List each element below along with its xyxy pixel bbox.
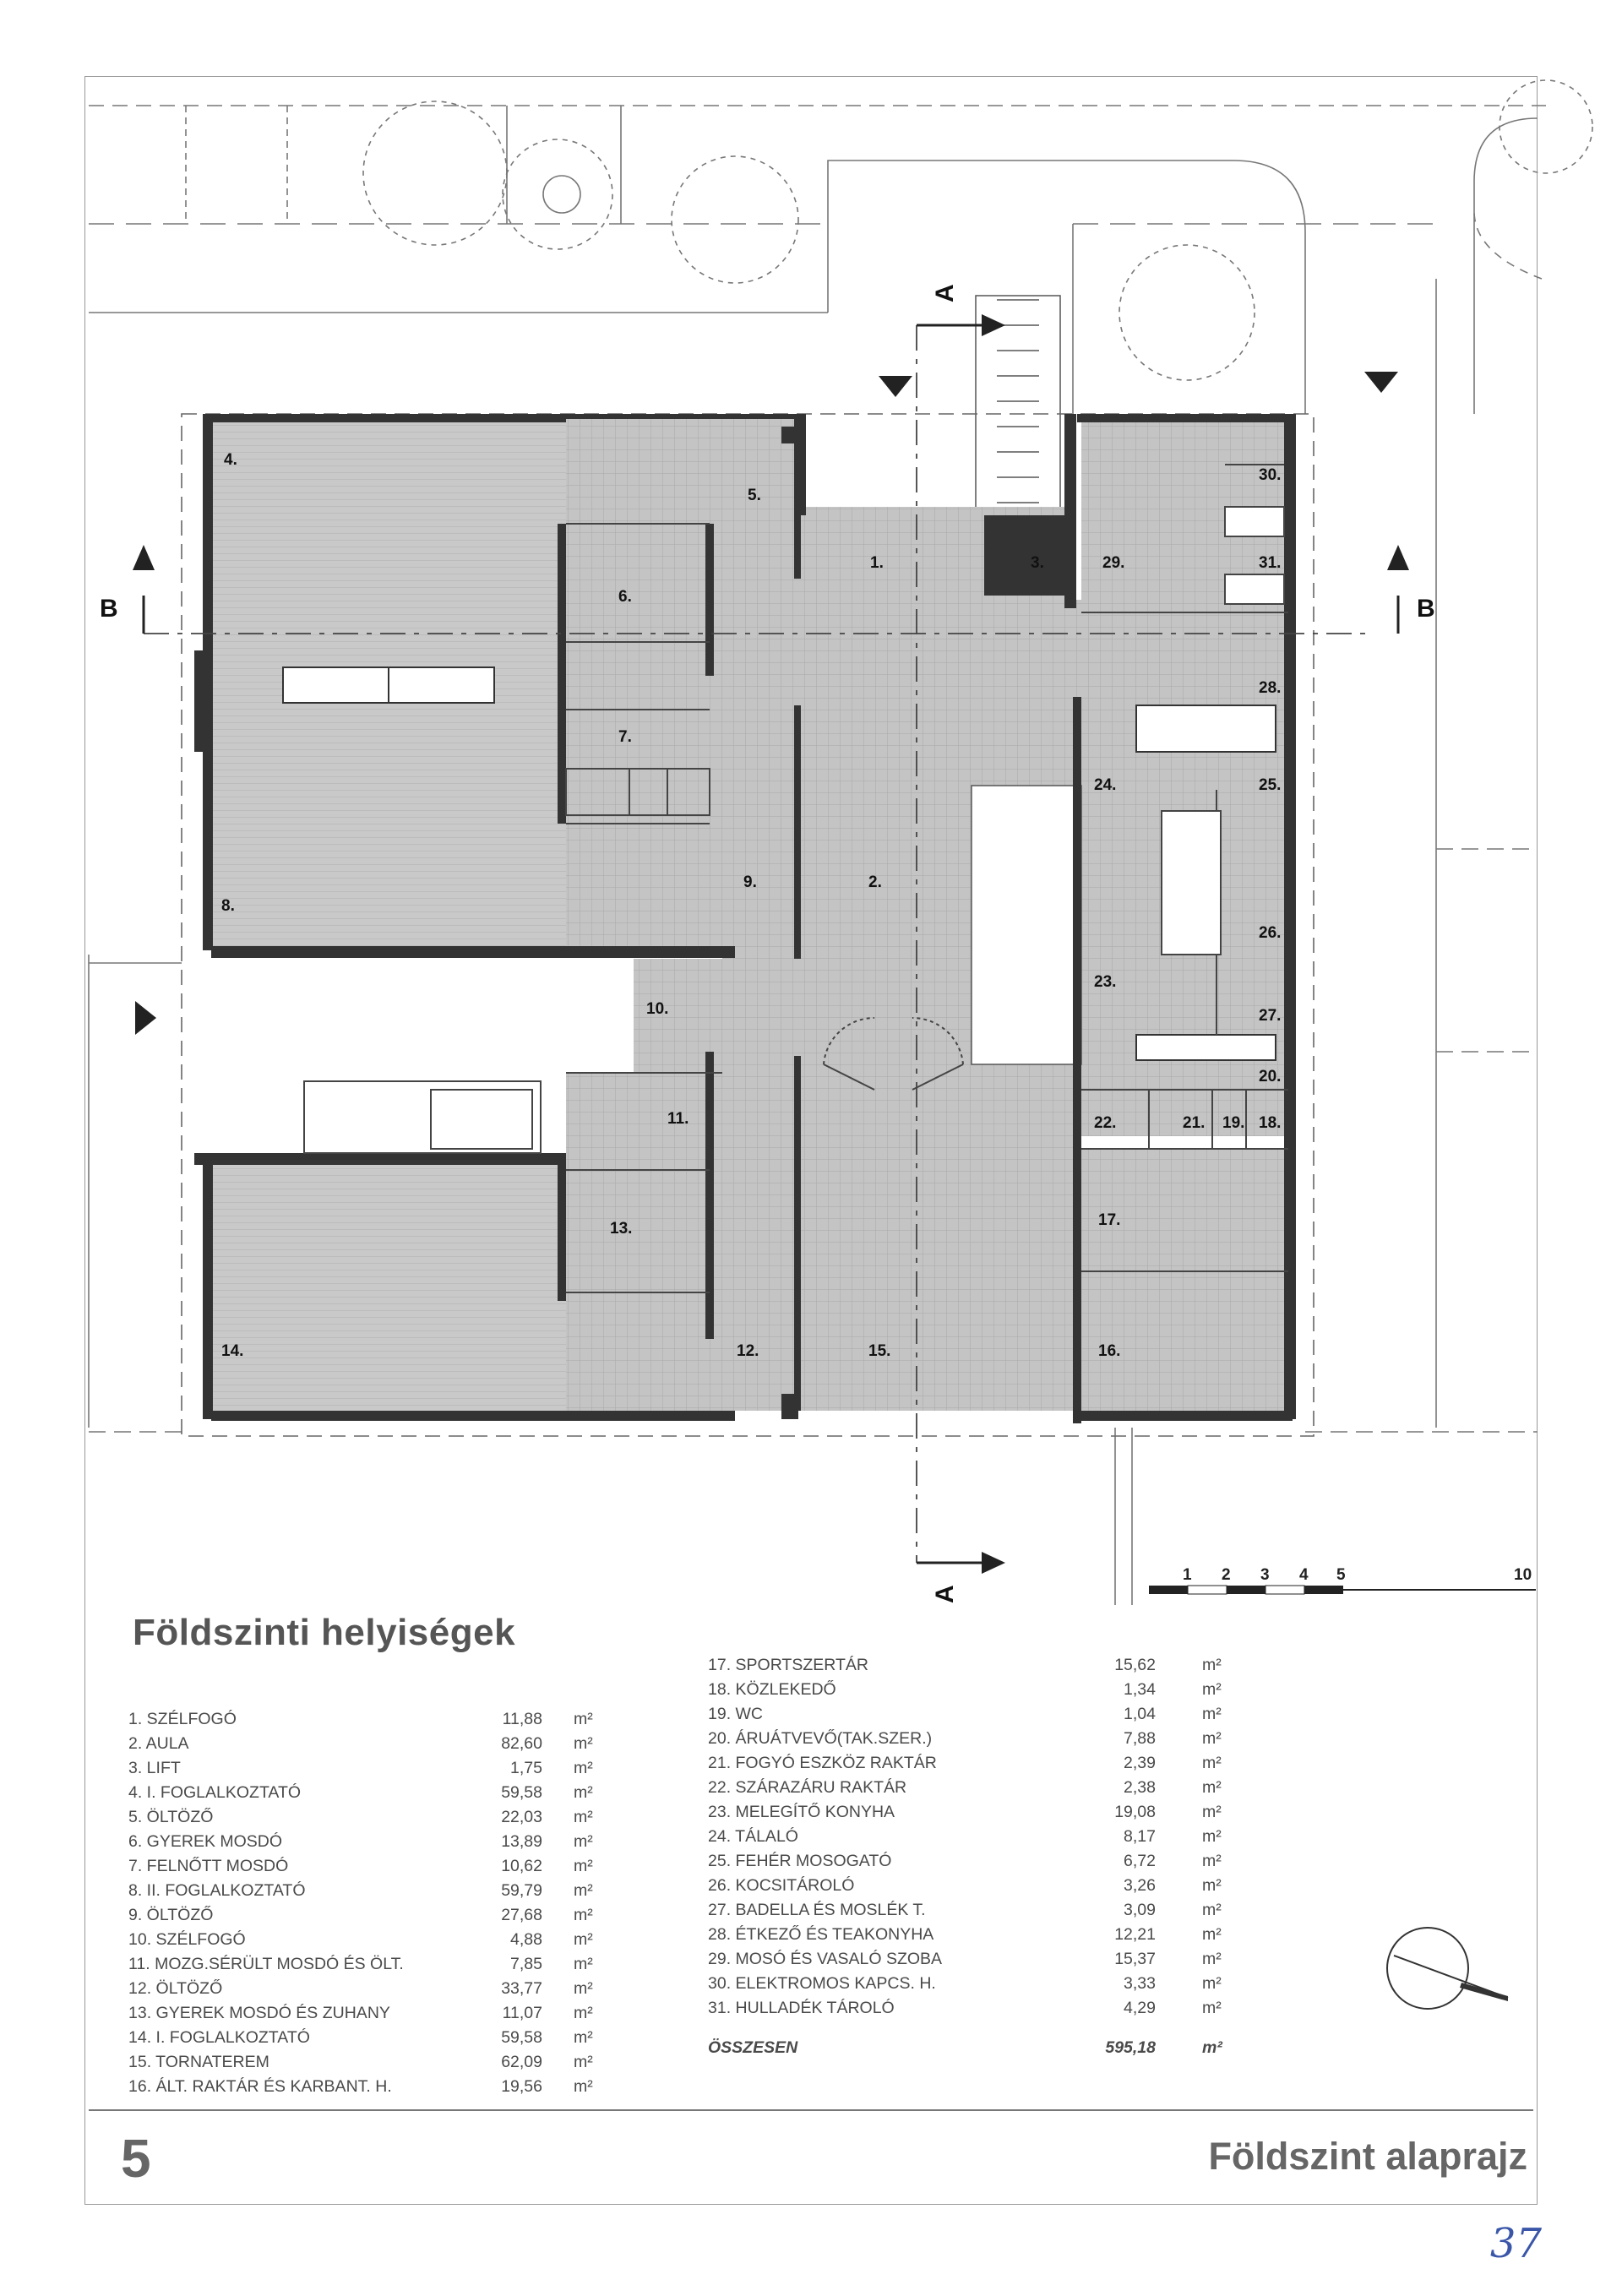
room-area-unit: m² — [574, 1979, 593, 1998]
room-label-30: 30. — [1259, 466, 1282, 484]
sheet-title: Földszint alaprajz — [1208, 2135, 1527, 2178]
room-row — [708, 1947, 1232, 1972]
room-label-29: 29. — [1102, 554, 1125, 572]
room-row — [708, 1825, 1232, 1849]
room-row — [708, 1727, 1232, 1751]
room-label-23: 23. — [1094, 973, 1117, 991]
room-name: 29. MOSÓ ÉS VASALÓ SZOBA — [708, 1950, 943, 1968]
room-area-unit: m² — [1202, 1754, 1222, 1772]
room-area-unit: m² — [574, 2004, 593, 2022]
floor-areas — [211, 418, 1288, 1415]
room-row — [128, 1756, 652, 1781]
room-area: 1,75 — [510, 1759, 542, 1777]
room-area-unit: m² — [574, 1832, 593, 1851]
room-area: 27,68 — [501, 1906, 542, 1924]
room-name: 11. MOZG.SÉRÜLT MOSDÓ ÉS ÖLT. — [128, 1955, 404, 1973]
room-area-unit: m² — [574, 2028, 593, 2047]
room-label-28: 28. — [1259, 679, 1282, 697]
room-area-unit: m² — [1202, 1974, 1222, 1993]
room-name: 10. SZÉLFOGÓ — [128, 1930, 246, 1949]
rooms-list-right — [708, 1653, 1232, 2021]
scale-tick-3: 3 — [1260, 1566, 1270, 1584]
room-area: 10,62 — [501, 1857, 542, 1875]
room-name: 16. ÁLT. RAKTÁR ÉS KARBANT. H. — [128, 2077, 392, 2096]
room-area-unit: m² — [1202, 1999, 1222, 2017]
rooms-list-title: Földszinti helyiségek — [133, 1612, 516, 1653]
room-name: 3. LIFT — [128, 1759, 181, 1777]
room-area: 4,88 — [510, 1930, 542, 1949]
room-area-unit: m² — [1202, 1925, 1222, 1944]
room-area: 15,37 — [1114, 1950, 1156, 1968]
room-name: 28. ÉTKEZŐ ÉS TEAKONYHA — [708, 1925, 934, 1944]
room-row — [128, 2050, 652, 2075]
room-label-27: 27. — [1259, 1007, 1282, 1025]
room-area: 7,88 — [1124, 1729, 1156, 1748]
room-name: 1. SZÉLFOGÓ — [128, 1710, 237, 1728]
room-area: 8,17 — [1124, 1827, 1156, 1846]
room-name: 12. ÖLTÖZŐ — [128, 1979, 223, 1998]
room-name: 31. HULLADÉK TÁROLÓ — [708, 1999, 895, 2017]
room-area-unit: m² — [574, 1955, 593, 1973]
north-arrow-icon — [1381, 1922, 1516, 2015]
room-name: 7. FELNŐTT MOSDÓ — [128, 1857, 289, 1875]
room-name: 26. KOCSITÁROLÓ — [708, 1876, 855, 1895]
room-area: 59,58 — [501, 2028, 542, 2047]
room-label-21: 21. — [1183, 1114, 1206, 1132]
room-label-24: 24. — [1094, 776, 1117, 794]
room-name: 8. II. FOGLALKOZTATÓ — [128, 1881, 306, 1900]
room-row — [708, 1849, 1232, 1874]
room-label-19: 19. — [1222, 1114, 1245, 1132]
room-area-unit: m² — [574, 1857, 593, 1875]
room-label-14: 14. — [221, 1342, 244, 1360]
room-area: 33,77 — [501, 1979, 542, 1998]
room-name: 21. FOGYÓ ESZKÖZ RAKTÁR — [708, 1754, 937, 1772]
room-area-unit: m² — [1202, 1852, 1222, 1870]
room-area-unit: m² — [574, 2053, 593, 2071]
room-area-unit: m² — [1202, 1729, 1222, 1748]
room-area-unit: m² — [1202, 1680, 1222, 1699]
room-area: 3,33 — [1124, 1974, 1156, 1993]
room-label-16: 16. — [1098, 1342, 1121, 1360]
room-row — [708, 1702, 1232, 1727]
room-area: 11,88 — [502, 1710, 542, 1728]
room-label-17: 17. — [1098, 1211, 1121, 1229]
footer-rule — [89, 2109, 1533, 2111]
room-area: 4,29 — [1124, 1999, 1156, 2017]
room-name: 9. ÖLTÖZŐ — [128, 1906, 214, 1924]
room-row — [128, 2001, 652, 2026]
room-name: 19. WC — [708, 1705, 764, 1723]
room-label-11: 11. — [667, 1110, 689, 1128]
total-unit: m² — [1202, 2038, 1222, 2057]
room-name: 25. FEHÉR MOSOGATÓ — [708, 1852, 892, 1870]
room-area-unit: m² — [574, 1881, 593, 1900]
room-row — [708, 1923, 1232, 1947]
total-label: ÖSSZESEN — [708, 2038, 798, 2057]
room-area-unit: m² — [1202, 1876, 1222, 1895]
room-area: 2,38 — [1124, 1778, 1156, 1797]
room-name: 4. I. FOGLALKOZTATÓ — [128, 1783, 302, 1802]
room-row — [128, 1854, 652, 1879]
room-area: 12,21 — [1114, 1925, 1156, 1944]
room-name: 30. ELEKTROMOS KAPCS. H. — [708, 1974, 936, 1993]
room-area-unit: m² — [574, 1759, 593, 1777]
room-area-unit: m² — [1202, 1950, 1222, 1968]
room-area-unit: m² — [574, 2077, 593, 2096]
room-row — [708, 1800, 1232, 1825]
room-name: 5. ÖLTÖZŐ — [128, 1808, 214, 1826]
room-area-unit: m² — [574, 1783, 593, 1802]
room-area: 3,26 — [1124, 1876, 1156, 1895]
room-row — [708, 1751, 1232, 1776]
room-area: 11,07 — [502, 2004, 542, 2022]
room-name: 18. KÖZLEKEDŐ — [708, 1680, 836, 1699]
section-a-top: A — [931, 284, 959, 302]
room-name: 23. MELEGÍTŐ KONYHA — [708, 1803, 895, 1821]
room-label-6: 6. — [618, 588, 632, 606]
room-area: 3,09 — [1124, 1901, 1156, 1919]
room-name: 15. TORNATEREM — [128, 2053, 269, 2071]
room-label-7: 7. — [618, 728, 632, 746]
room-area: 59,58 — [501, 1783, 542, 1802]
room-row — [708, 1972, 1232, 1996]
room-name: 2. AULA — [128, 1734, 189, 1753]
room-row — [708, 1874, 1232, 1898]
room-area-unit: m² — [574, 1906, 593, 1924]
room-label-31: 31. — [1259, 554, 1282, 572]
room-area-unit: m² — [1202, 1705, 1222, 1723]
room-row — [128, 1732, 652, 1756]
room-area-unit: m² — [574, 1930, 593, 1949]
room-row — [708, 1898, 1232, 1923]
room-area: 7,85 — [510, 1955, 542, 1973]
room-label-2: 2. — [868, 873, 882, 891]
room-name: 17. SPORTSZERTÁR — [708, 1656, 869, 1674]
room-name: 27. BADELLA ÉS MOSLÉK T. — [708, 1901, 926, 1919]
scale-bar — [1149, 1566, 1536, 1594]
room-area-unit: m² — [574, 1710, 593, 1728]
room-row — [128, 1707, 652, 1732]
section-b-left: B — [100, 595, 118, 623]
room-label-22: 22. — [1094, 1114, 1117, 1132]
room-row — [708, 1653, 1232, 1678]
total-area: 595,18 — [1105, 2038, 1156, 2057]
room-label-9: 9. — [743, 873, 757, 891]
room-label-5: 5. — [748, 487, 761, 504]
room-area: 22,03 — [501, 1808, 542, 1826]
room-area: 19,08 — [1114, 1803, 1156, 1821]
room-label-20: 20. — [1259, 1068, 1282, 1085]
room-row — [128, 1879, 652, 1903]
room-area: 13,89 — [501, 1832, 542, 1851]
room-area: 1,34 — [1124, 1680, 1156, 1699]
room-name: 20. ÁRUÁTVEVŐ(TAK.SZER.) — [708, 1729, 933, 1748]
room-row — [128, 1952, 652, 1977]
room-label-10: 10. — [646, 1000, 669, 1018]
room-row — [708, 1996, 1232, 2021]
room-area: 59,79 — [501, 1881, 542, 1900]
room-label-3: 3. — [1031, 554, 1044, 572]
room-row — [128, 1977, 652, 2001]
room-area: 82,60 — [501, 1734, 542, 1753]
room-name: 13. GYEREK MOSDÓ ÉS ZUHANY — [128, 2004, 390, 2022]
total-row — [708, 2035, 1265, 2060]
room-area-unit: m² — [574, 1808, 593, 1826]
room-label-13: 13. — [610, 1220, 633, 1238]
room-name: 24. TÁLALÓ — [708, 1827, 798, 1846]
room-label-25: 25. — [1259, 776, 1282, 794]
room-label-1: 1. — [870, 554, 884, 572]
room-label-15: 15. — [868, 1342, 891, 1360]
room-area-unit: m² — [1202, 1827, 1222, 1846]
page-number: 5 — [121, 2128, 151, 2189]
room-area-unit: m² — [1202, 1656, 1222, 1674]
room-area-unit: m² — [1202, 1778, 1222, 1797]
room-name: 22. SZÁRAZÁRU RAKTÁR — [708, 1778, 907, 1797]
room-row — [128, 2026, 652, 2050]
scale-tick-4: 4 — [1299, 1566, 1309, 1584]
room-row — [128, 1928, 652, 1952]
section-b-right: B — [1417, 595, 1435, 623]
room-area: 1,04 — [1124, 1705, 1156, 1723]
room-label-12: 12. — [737, 1342, 759, 1360]
room-area: 62,09 — [501, 2053, 542, 2071]
handwritten-page-number: 37 — [1489, 2220, 1542, 2267]
room-row — [128, 2075, 652, 2099]
room-row — [128, 1903, 652, 1928]
room-row — [128, 1781, 652, 1805]
room-row — [708, 1678, 1232, 1702]
room-area-unit: m² — [1202, 1803, 1222, 1821]
room-label-8: 8. — [221, 897, 235, 915]
room-name: 14. I. FOGLALKOZTATÓ — [128, 2028, 310, 2047]
scale-tick-5: 5 — [1336, 1566, 1346, 1584]
room-row — [128, 1830, 652, 1854]
room-row — [128, 1805, 652, 1830]
room-area-unit: m² — [1202, 1901, 1222, 1919]
room-area: 19,56 — [501, 2077, 542, 2096]
room-area: 15,62 — [1114, 1656, 1156, 1674]
room-area-unit: m² — [574, 1734, 593, 1753]
scale-tick-2: 2 — [1222, 1566, 1231, 1584]
rooms-list-left — [128, 1707, 652, 2099]
room-label-4: 4. — [224, 451, 237, 469]
room-label-18: 18. — [1259, 1114, 1282, 1132]
scale-tick-10: 10 — [1514, 1566, 1532, 1584]
section-a-bottom: A — [931, 1585, 959, 1603]
room-label-26: 26. — [1259, 924, 1282, 942]
room-name: 6. GYEREK MOSDÓ — [128, 1832, 283, 1851]
scale-tick-1: 1 — [1183, 1566, 1192, 1584]
room-area: 6,72 — [1124, 1852, 1156, 1870]
room-area: 2,39 — [1124, 1754, 1156, 1772]
room-row — [708, 1776, 1232, 1800]
